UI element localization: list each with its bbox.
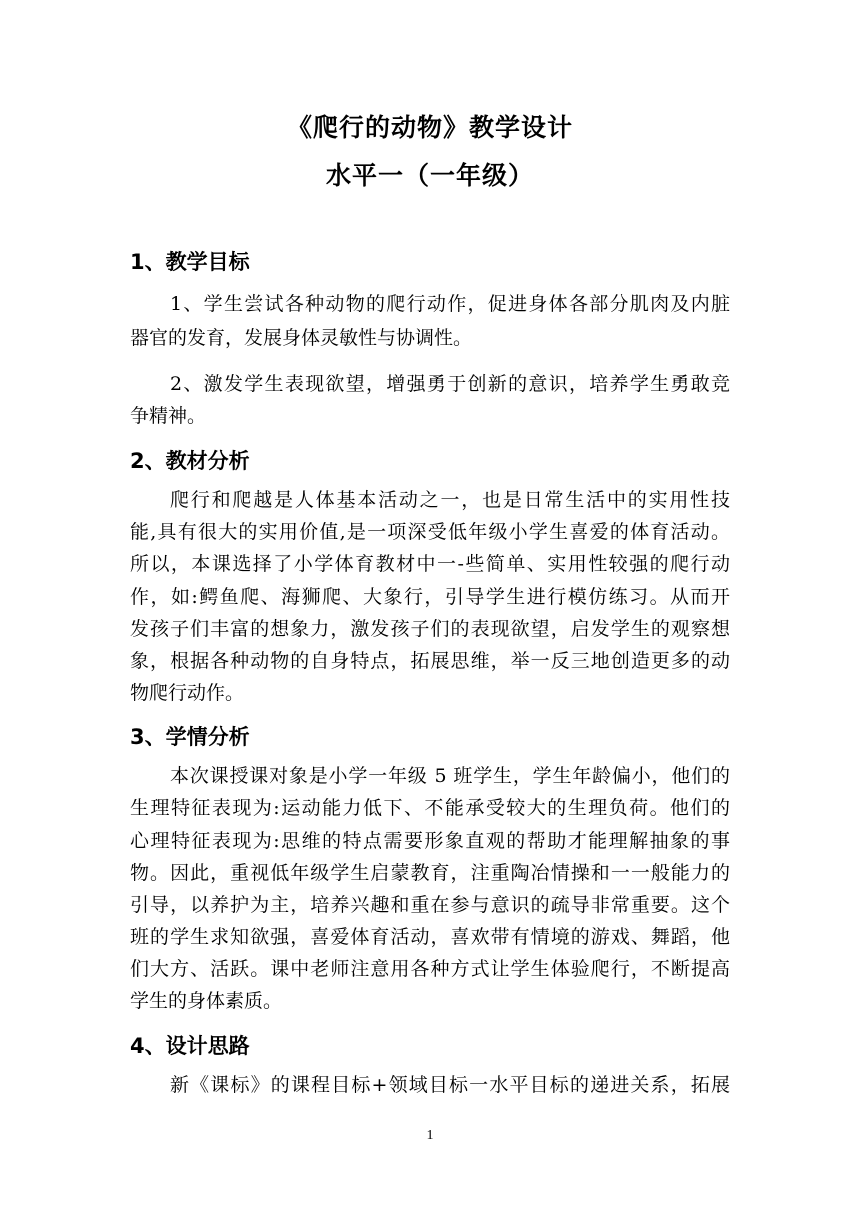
paragraph-line: 本次课授课对象是小学一年级 5 班学生，学生年龄偏小，他们的 xyxy=(170,765,730,787)
section-heading-materials: 2、教材分析 xyxy=(130,449,250,473)
paragraph-line: 象，根据各种动物的自身特点，拓展思维，举一反三地创造更多的动 xyxy=(130,650,730,672)
page-number: 1 xyxy=(426,1128,434,1143)
paragraph-line: 们大方、活跃。课中老师注意用各种方式让学生体验爬行，不断提高 xyxy=(130,958,730,980)
document-subtitle: 水平一（一年级） xyxy=(325,161,534,190)
paragraph-line: 爬行和爬越是人体基本活动之一，也是日常生活中的实用性技 xyxy=(170,489,730,511)
paragraph-line: 争精神。 xyxy=(130,405,207,427)
section-heading-design: 4、设计思路 xyxy=(130,1034,250,1058)
paragraph-line: 所以，本课选择了小学体育教材中一-些简单、实用性较强的爬行动 xyxy=(130,553,730,575)
paragraph-line: 器官的发育，发展身体灵敏性与协调性。 xyxy=(130,327,473,349)
paragraph-line: 2、激发学生表现欲望，增强勇于创新的意识，培养学生勇敢竞 xyxy=(170,373,730,395)
section-heading-objectives: 1、教学目标 xyxy=(130,250,250,274)
paragraph-line: 新《课标》的课程目标+领域目标一水平目标的递进关系，拓展 xyxy=(170,1074,730,1096)
paragraph-line: 学生的身体素质。 xyxy=(130,990,283,1012)
paragraph-line: 1、学生尝试各种动物的爬行动作，促进身体各部分肌肉及内脏 xyxy=(170,293,730,315)
document-title: 《爬行的动物》教学设计 xyxy=(286,113,573,142)
paragraph-line: 生理特征表现为:运动能力低下、不能承受较大的生理负荷。他们的 xyxy=(130,797,730,819)
paragraph-line: 引导，以养护为主，培养兴趣和重在参与意识的疏导非常重要。这个 xyxy=(130,894,730,916)
section-heading-students: 3、学情分析 xyxy=(130,725,250,749)
paragraph-line: 班的学生求知欲强，喜爱体育活动，喜欢带有情境的游戏、舞蹈，他 xyxy=(130,926,730,948)
paragraph-line: 发孩子们丰富的想象力，激发孩子们的表现欲望，启发学生的观察想 xyxy=(130,618,730,640)
paragraph-line: 能,具有很大的实用价值,是一项深受低年级小学生喜爱的体育活动。 xyxy=(130,521,730,543)
paragraph-line: 作，如:鳄鱼爬、海狮爬、大象行，引导学生进行模仿练习。从而开 xyxy=(130,586,730,608)
paragraph-line: 心理特征表现为:思维的特点需要形象直观的帮助才能理解抽象的事 xyxy=(130,830,730,852)
paragraph-line: 物。因此，重视低年级学生启蒙教育，注重陶冶情操和一一般能力的 xyxy=(130,862,730,884)
paragraph-line: 物爬行动作。 xyxy=(130,682,245,704)
